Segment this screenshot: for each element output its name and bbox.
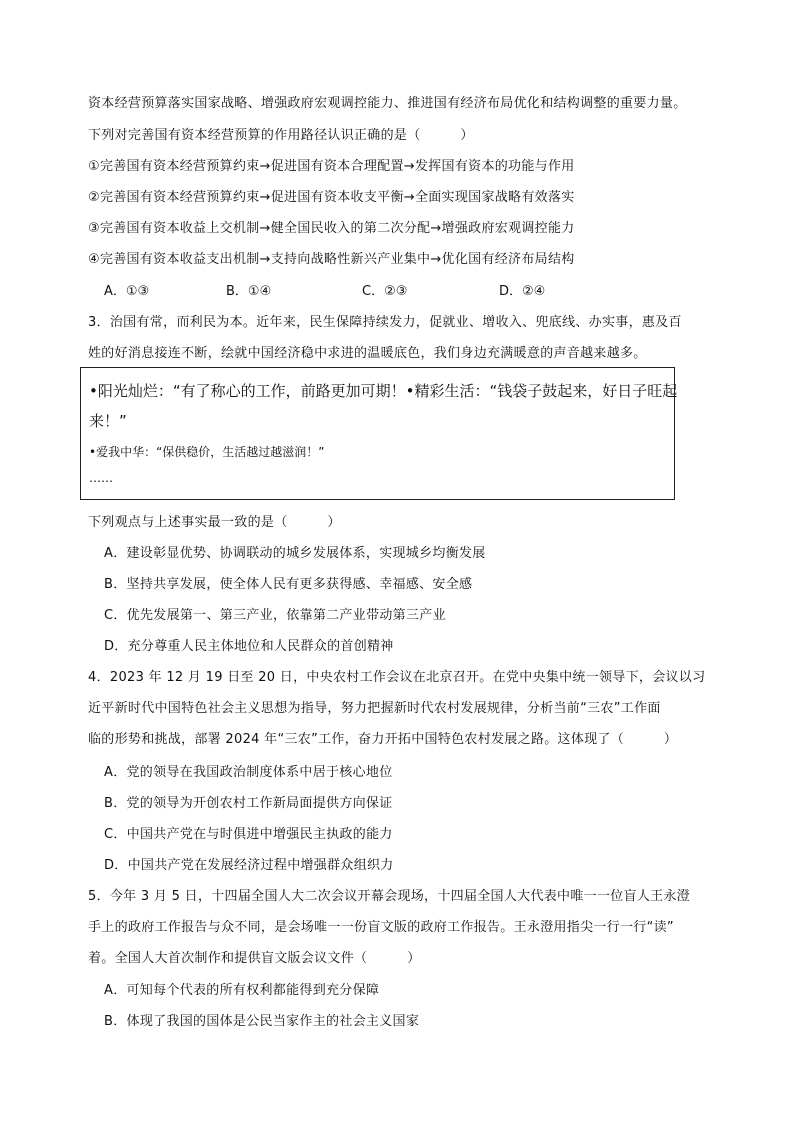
q4-option-a: A．党的领导在我国政治制度体系中居于核心地位 xyxy=(104,765,393,780)
q3-option-c: C．优先发展第一、第三产业，依靠第二产业带动第三产业 xyxy=(104,608,446,623)
q3-option-a: A．建设彰显优势、协调联动的城乡发展体系，实现城乡均衡发展 xyxy=(104,546,486,561)
q3-option-b: B．坚持共享发展，使全体人民有更多获得感、幸福感、安全感 xyxy=(104,577,473,592)
q2-option-b: B．①④ xyxy=(226,284,272,299)
q4-stem-line-3: 临的形势和挑战，部署 2024 年“三农”工作，奋力开拓中国特色农村发展之路。这体现了（ ） xyxy=(88,732,678,747)
q2-item-1: ①完善国有资本经营预算约束→促进国有资本合理配置→发挥国有资本的功能与作用 xyxy=(88,159,575,174)
q3-box-line-2: 来！” xyxy=(89,412,127,430)
q2-question: 下列对完善国有资本经营预算的作用路径认识正确的是（ ） xyxy=(88,128,474,143)
q3-box-line-4: …… xyxy=(89,471,113,485)
q2-item-4: ④完善国有资本收益支出机制→支持向战略性新兴产业集中→优化国有经济布局结构 xyxy=(88,252,575,267)
q3-question: 下列观点与上述事实最一致的是（ ） xyxy=(88,515,341,530)
q5-stem-line-3: 着。全国人大首次制作和提供盲文版会议文件（ ） xyxy=(88,951,421,966)
q5-stem-line-2: 手上的政府工作报告与众不同，是会场唯一一份盲文版的政府工作报告。王永澄用指尖一行一行“读” xyxy=(88,920,674,935)
q4-stem-line-1: 4．2023 年 12 月 19 日至 20 日，中央农村工作会议在北京召开。在党中央集中统一领导下，会议以习 xyxy=(88,670,706,685)
q5-option-b: B．体现了我国的国体是公民当家作主的社会主义国家 xyxy=(104,1014,420,1029)
q4-option-c: C．中国共产党在与时俱进中增强民主执政的能力 xyxy=(104,827,393,842)
q3-stem-line-1: 3．治国有常，而利民为本。近年来，民生保障持续发力，促就业、增收入、兜底线、办实事，惠及百 xyxy=(88,315,682,330)
q2-option-a: A．①③ xyxy=(104,284,150,299)
q5-option-a: A．可知每个代表的所有权利都能得到充分保障 xyxy=(104,983,380,998)
q4-option-d: D．中国共产党在发展经济过程中增强群众组织力 xyxy=(104,858,394,873)
q4-option-b: B．党的领导为开创农村工作新局面提供方向保证 xyxy=(104,796,393,811)
q2-item-3: ③完善国有资本收益上交机制→健全国民收入的第二次分配→增强政府宏观调控能力 xyxy=(88,221,575,236)
q2-option-c: C．②③ xyxy=(362,284,408,299)
q2-stem-tail: 资本经营预算落实国家战略、增强政府宏观调控能力、推进国有经济布局优化和结构调整的重要力量。 xyxy=(88,96,687,111)
q5-stem-line-1: 5．今年 3 月 5 日，十四届全国人大二次会议开幕会现场，十四届全国人大代表中唯一一位盲人王永澄 xyxy=(88,889,691,904)
q3-stem-line-2: 姓的好消息接连不断，绘就中国经济稳中求进的温暖底色，我们身边充满暖意的声音越来越多。 xyxy=(88,346,647,361)
q3-quote-box xyxy=(80,367,678,500)
q4-stem-line-2: 近平新时代中国特色社会主义思想为指导，努力把握新时代农村发展规律，分析当前“三农”工作面 xyxy=(88,701,661,716)
q3-box-line-1: •阳光灿烂：“有了称心的工作，前路更加可期！•精彩生活：“钱袋子鼓起来，好日子旺起 xyxy=(89,382,678,400)
q2-option-d: D．②④ xyxy=(499,284,546,299)
q3-box-line-3: •爱我中华：“保供稳价，生活越过越滋润！” xyxy=(89,445,325,459)
q3-option-d: D．充分尊重人民主体地位和人民群众的首创精神 xyxy=(104,639,394,654)
q2-item-2: ②完善国有资本经营预算约束→促进国有资本收支平衡→全面实现国家战略有效落实 xyxy=(88,190,575,205)
